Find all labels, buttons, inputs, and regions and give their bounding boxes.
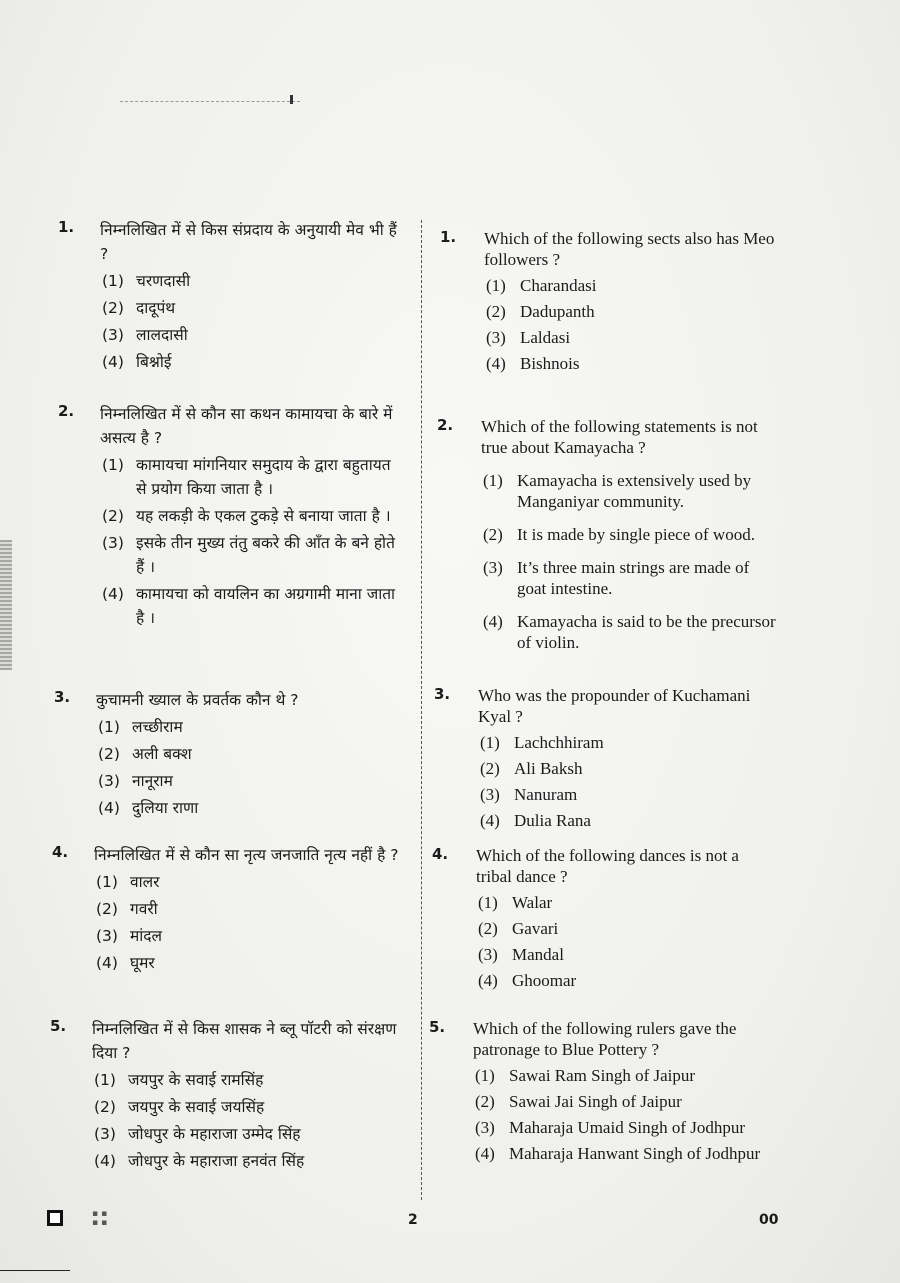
- question-3-hindi: [54, 688, 406, 820]
- option: (4) जोधपुर के महाराजा हनवंत सिंह: [94, 1152, 305, 1170]
- question-text: निम्नलिखित में से किस संप्रदाय के अनुयायी मेव भी हैं ?: [100, 221, 397, 263]
- option: (2) Dadupanth: [486, 302, 595, 321]
- question-text: निम्नलिखित में से कौन सा नृत्य जनजाति नृत्य नहीं है ?: [94, 846, 399, 864]
- question-2-hindi: [58, 402, 400, 630]
- option: (3) नानूराम: [98, 772, 173, 790]
- option: (1) Sawai Ram Singh of Jaipur: [475, 1066, 696, 1085]
- question-text: कुचामनी ख्याल के प्रवर्तक कौन थे ?: [96, 691, 299, 709]
- question-text: Which of the following dances is not a tribal dance ?: [476, 846, 739, 886]
- option: (1) कामायचा मांगनियार समुदाय के द्वारा बहुतायत से प्रयोग किया जाता है ।: [102, 456, 391, 498]
- dots-icon: ▪▪ ▪▪: [92, 1209, 111, 1228]
- option: (1) Charandasi: [486, 276, 597, 295]
- option: (3) Maharaja Umaid Singh of Jodhpur: [475, 1118, 746, 1137]
- question-text: निम्नलिखित में से किस शासक ने ब्लू पॉटरी को संरक्षण दिया ?: [92, 1020, 397, 1062]
- question-text: Which of the following sects also has Meo followers ?: [484, 229, 775, 269]
- option: (3) Nanuram: [480, 785, 578, 804]
- question-5-english: [429, 1018, 778, 1164]
- option: (3) Laldasi: [486, 328, 571, 347]
- footer-rule: [0, 1270, 70, 1271]
- header-mark: [290, 95, 293, 104]
- option: (4) कामायचा को वायलिन का अग्रगामी माना जाता है ।: [102, 585, 396, 627]
- question-number: 4.: [52, 843, 69, 861]
- option: (2) Sawai Jai Singh of Jaipur: [475, 1092, 682, 1111]
- option: (4) Kamayacha is said to be the precursor of violin.: [483, 612, 776, 652]
- question-1-hindi: [58, 218, 410, 374]
- option: (3) It’s three main strings are made of goat intestine.: [483, 558, 750, 598]
- option: (2) जयपुर के सवाई जयसिंह: [94, 1098, 265, 1116]
- option: (4) Maharaja Hanwant Singh of Jodhpur: [475, 1144, 761, 1163]
- column-divider: [421, 220, 422, 1200]
- question-5-hindi: [50, 1017, 402, 1173]
- option: (3) इसके तीन मुख्य तंतु बकरे की आँत के बने होते हैं ।: [102, 534, 395, 576]
- option: (3) मांदल: [96, 927, 163, 945]
- question-number: 3.: [434, 685, 451, 703]
- booklet-code: 00: [759, 1212, 779, 1228]
- option: (4) बिश्नोई: [102, 353, 172, 371]
- scan-artifact: [0, 540, 12, 670]
- option: (1) Kamayacha is extensively used by Manganiyar community.: [483, 471, 752, 511]
- question-text: निम्नलिखित में से कौन सा कथन कामायचा के बारे में असत्य है ?: [100, 405, 393, 447]
- question-number: 5.: [50, 1017, 67, 1035]
- option: (4) Bishnois: [486, 354, 580, 373]
- question-number: 3.: [54, 688, 71, 706]
- question-number: 2.: [58, 402, 75, 420]
- option: (4) दुलिया राणा: [98, 799, 199, 817]
- option: (3) Mandal: [478, 945, 564, 964]
- option: (1) Lachchhiram: [480, 733, 604, 752]
- option: (3) लालदासी: [102, 326, 188, 344]
- option: (4) Ghoomar: [478, 971, 577, 990]
- question-number: 2.: [437, 416, 454, 434]
- question-number: 4.: [432, 845, 449, 863]
- option: (2) अली बक्श: [98, 745, 192, 763]
- header-rule: [120, 101, 300, 103]
- question-1-english: [440, 228, 784, 374]
- option: (4) घूमर: [96, 954, 155, 972]
- question-4-hindi: [52, 843, 399, 975]
- question-number: 1.: [440, 228, 457, 246]
- option: (1) वालर: [96, 873, 160, 891]
- option: (2) गवरी: [96, 900, 158, 918]
- option: (1) लच्छीराम: [98, 718, 183, 736]
- option: (3) जोधपुर के महाराजा उम्मेद सिंह: [94, 1125, 301, 1143]
- question-text: Which of the following statements is not true about Kamayacha ?: [481, 417, 758, 457]
- square-icon: [47, 1210, 63, 1226]
- question-text: Who was the propounder of Kuchamani Kyal ?: [478, 686, 751, 726]
- option: (2) यह लकड़ी के एकल टुकड़े से बनाया जाता है ।: [102, 507, 391, 525]
- option: (1) जयपुर के सवाई रामसिंह: [94, 1071, 264, 1089]
- question-text: Which of the following rulers gave the patronage to Blue Pottery ?: [473, 1019, 737, 1059]
- option: (1) चरणदासी: [102, 272, 191, 290]
- option: (2) Gavari: [478, 919, 559, 938]
- option: (2) Ali Baksh: [480, 759, 583, 778]
- page-number: 2: [408, 1212, 418, 1228]
- option: (4) Dulia Rana: [480, 811, 591, 830]
- option: (1) Walar: [478, 893, 553, 912]
- question-number: 1.: [58, 218, 75, 236]
- question-4-english: [432, 845, 776, 991]
- question-3-english: [434, 685, 778, 831]
- option: (2) दादूपंथ: [102, 299, 176, 317]
- option: (2) It is made by single piece of wood.: [483, 525, 755, 544]
- question-2-english: [437, 416, 781, 653]
- question-number: 5.: [429, 1018, 446, 1036]
